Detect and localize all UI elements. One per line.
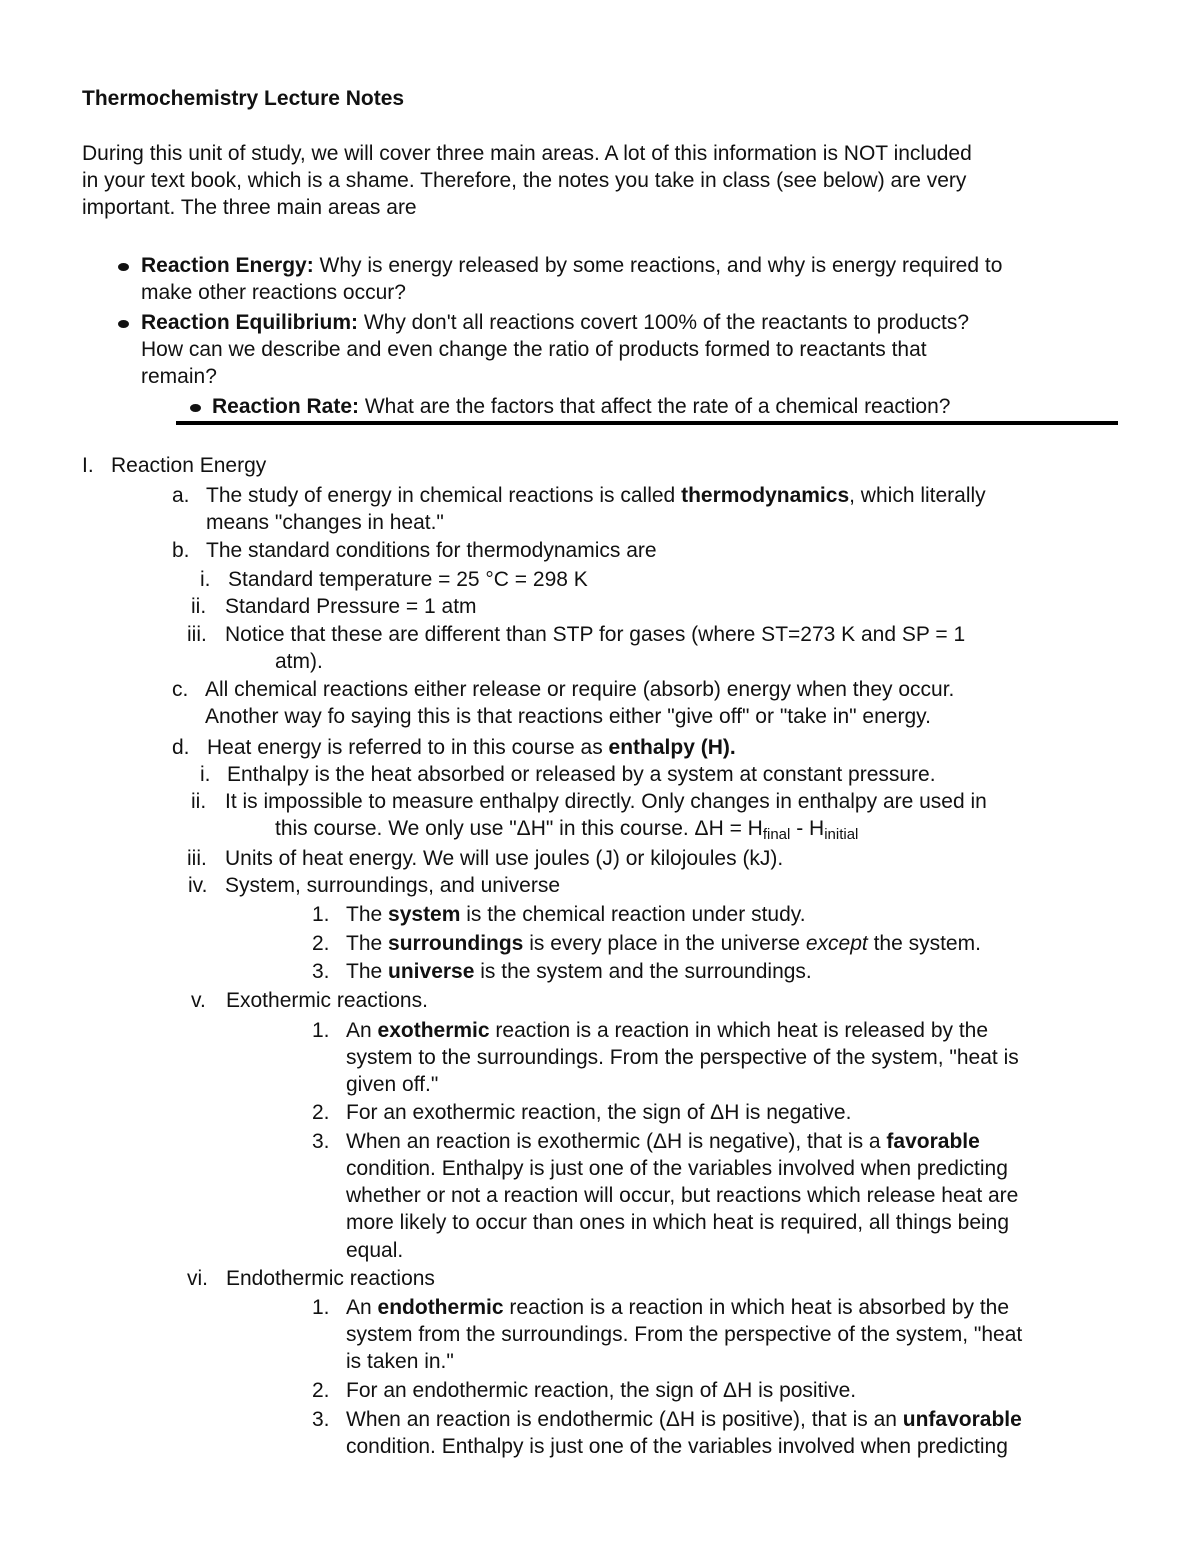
item-d-ii-cont: this course. We only use "ΔH" in this course. $\Delta H = H_{final} - H_{initial}$ [275,817,859,843]
v-item-1-cont: given off." [346,1073,439,1096]
vi-item-3-cont: condition. Enthalpy is just one of the variables involved when predicting [346,1435,1008,1458]
iv-item-2: The surroundings is every place in the universe except the system. [346,932,981,955]
intro-line-2: in your text book, which is a shame. Therefore, the notes you take in class (see below) are very [82,169,967,192]
vi-item-2: For an endothermic reaction, the sign of ΔH is positive. [346,1379,857,1402]
item-marker: c. [172,678,189,701]
v-item-3: When an reaction is exothermic (ΔH is negative), that is a favorable [346,1130,980,1153]
item-d-iv: System, surroundings, and universe [225,874,561,897]
bullet-icon [118,320,129,328]
horizontal-rule [176,421,1118,425]
item-d: Heat energy is referred to in this course as enthalpy (H). [207,736,736,759]
bullet-icon [118,263,129,271]
area-reaction-energy-cont: make other reactions occur? [141,281,406,304]
num-marker: 3. [312,960,330,983]
area-reaction-equilibrium-cont: How can we describe and even change the ratio of products formed to reactants that [141,338,927,361]
vi-item-1-cont: system from the surroundings. From the perspective of the system, "heat [346,1323,1023,1346]
area-reaction-equilibrium: Reaction Equilibrium: Why don't all reactions covert 100% of the reactants to products? [141,311,970,334]
vi-item-1: An endothermic reaction is a reaction in which heat is absorbed by the [346,1296,1010,1319]
intro-line-3: important. The three main areas are [82,196,417,219]
subitem-marker: i. [200,763,211,786]
subitem-marker: vi. [187,1267,208,1290]
item-b-i: Standard temperature = 25 °C = 298 K [228,568,588,591]
item-c: All chemical reactions either release or require (absorb) energy when they occur. [205,678,955,701]
v-item-1: An exothermic reaction is a reaction in which heat is released by the [346,1019,989,1042]
vi-item-3: When an reaction is endothermic (ΔH is positive), that is an unfavorable [346,1408,1022,1431]
item-b-ii: Standard Pressure = 1 atm [225,595,477,618]
iv-item-3: The universe is the system and the surroundings. [346,960,812,983]
num-marker: 3. [312,1130,330,1153]
v-item-3-cont: equal. [346,1239,404,1262]
vi-item-1-cont: is taken in." [346,1350,454,1373]
subitem-marker: iii. [187,623,207,646]
item-c-cont: Another way fo saying this is that reactions either "give off" or "take in" energy. [205,705,931,728]
v-item-2: For an exothermic reaction, the sign of ΔH is negative. [346,1101,852,1124]
item-marker: d. [172,736,190,759]
subitem-marker: iii. [187,847,207,870]
subitem-marker: ii. [191,595,207,618]
subitem-marker: ii. [191,790,207,813]
v-item-3-cont: condition. Enthalpy is just one of the variables involved when predicting [346,1157,1008,1180]
item-b-iii-cont: atm). [275,650,323,673]
area-reaction-equilibrium-cont: remain? [141,365,217,388]
subitem-marker: iv. [188,874,208,897]
v-item-3-cont: whether or not a reaction will occur, but reactions which release heat are [346,1184,1019,1207]
iv-item-1: The system is the chemical reaction under study. [346,903,806,926]
num-marker: 1. [312,903,330,926]
v-item-1-cont: system to the surroundings. From the perspective of the system, "heat is [346,1046,1019,1069]
section-number: I. [82,454,94,477]
bullet-icon [190,404,201,412]
intro-line-1: During this unit of study, we will cover three main areas. A lot of this information is NOT included [82,142,972,165]
item-d-ii: It is impossible to measure enthalpy directly. Only changes in enthalpy are used in [225,790,987,813]
item-b: The standard conditions for thermodynamics are [206,539,657,562]
item-d-iii: Units of heat energy. We will use joules (J) or kilojoules (kJ). [225,847,784,870]
item-d-v: Exothermic reactions. [226,989,428,1012]
num-marker: 2. [312,1379,330,1402]
item-d-i: Enthalpy is the heat absorbed or released by a system at constant pressure. [227,763,936,786]
item-a: The study of energy in chemical reactions is called thermodynamics, which literally [206,484,986,507]
item-marker: b. [172,539,190,562]
area-reaction-rate: Reaction Rate: What are the factors that affect the rate of a chemical reaction? [212,395,951,418]
num-marker: 2. [312,932,330,955]
num-marker: 1. [312,1296,330,1319]
v-item-3-cont: more likely to occur than ones in which heat is required, all things being [346,1211,1010,1234]
section-heading: Reaction Energy [111,454,267,477]
item-d-vi: Endothermic reactions [226,1267,435,1290]
area-reaction-energy: Reaction Energy: Why is energy released by some reactions, and why is energy required to [141,254,1003,277]
page-title: Thermochemistry Lecture Notes [82,87,405,110]
num-marker: 3. [312,1408,330,1431]
item-b-iii: Notice that these are different than STP for gases (where ST=273 K and SP = 1 [225,623,966,646]
subitem-marker: i. [200,568,211,591]
subitem-marker: v. [191,989,206,1012]
item-a-cont: means "changes in heat." [206,511,444,534]
num-marker: 2. [312,1101,330,1124]
item-marker: a. [172,484,190,507]
num-marker: 1. [312,1019,330,1042]
